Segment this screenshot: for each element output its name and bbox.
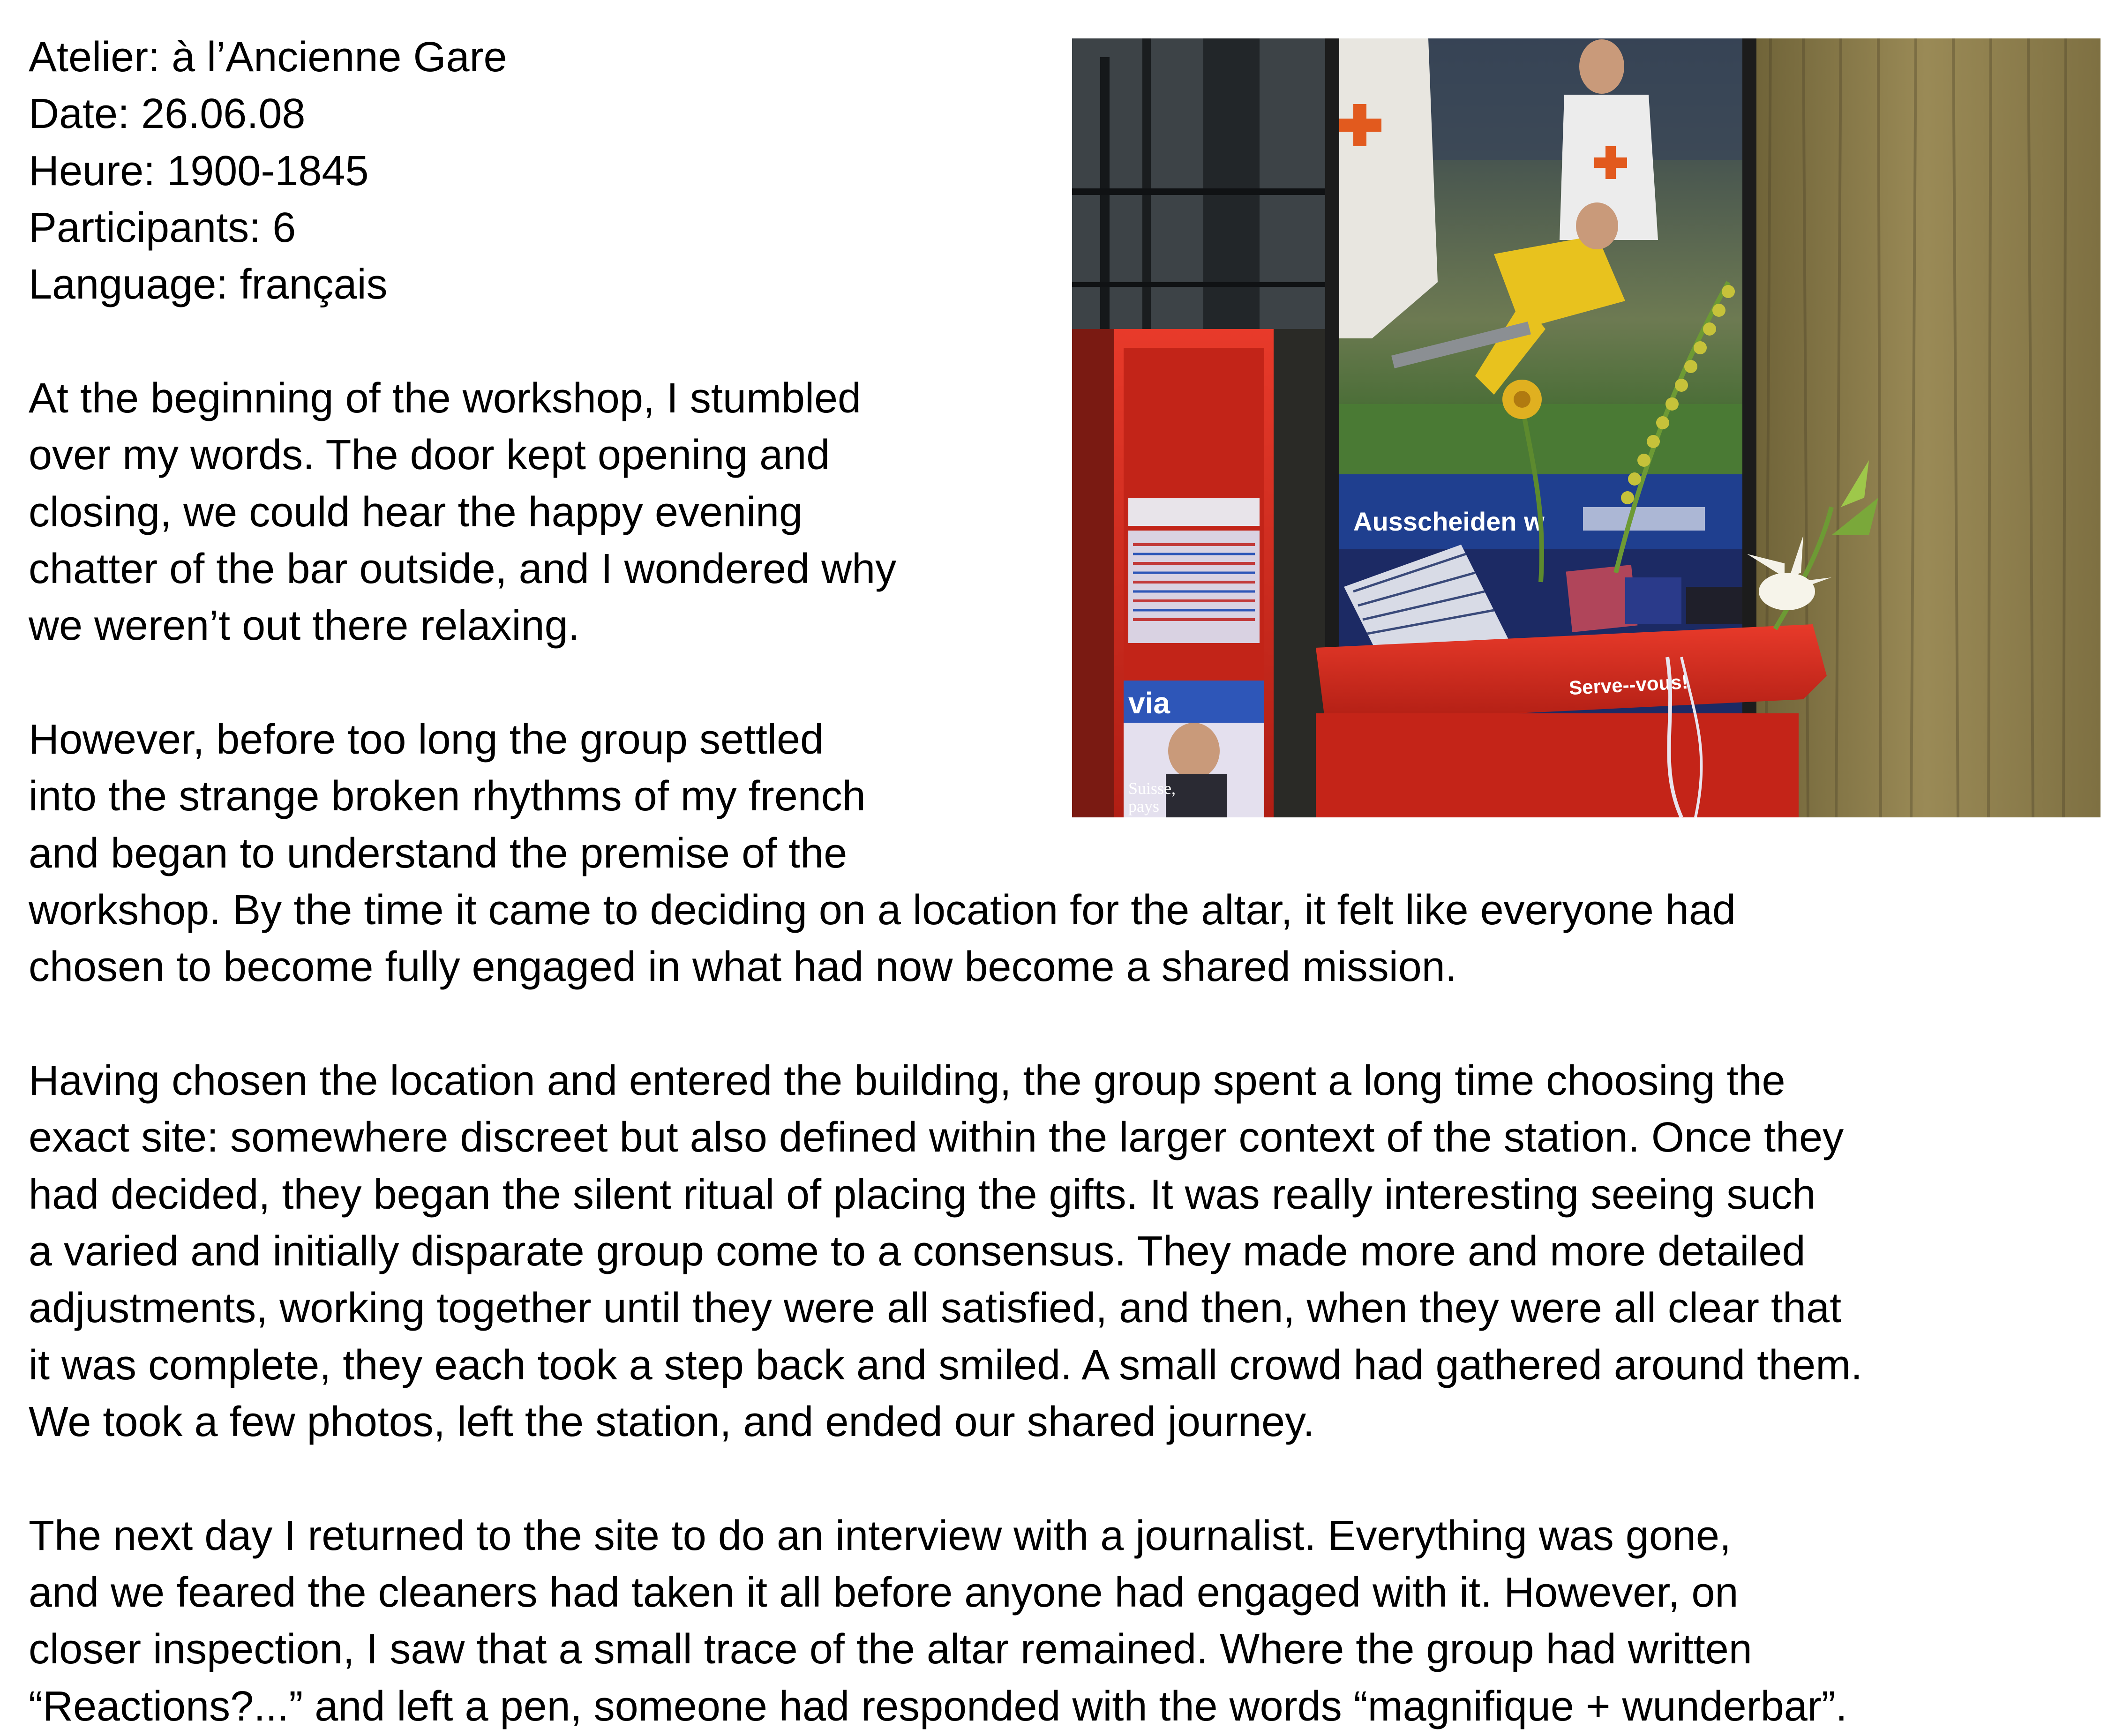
header-language: Language: français: [29, 261, 388, 308]
tray-label: Serve--vous!: [1568, 670, 1689, 699]
header-atelier: Atelier: à l’Ancienne Gare: [29, 34, 507, 81]
paragraph-2-line: However, before too long the group settled: [29, 716, 824, 763]
header-heure: Heure: 1900-1845: [29, 148, 369, 195]
altar-photo: [1072, 38, 2100, 817]
paragraph-3-line: adjustments, working together until they were all satisfied, and then, when they were all clear that: [29, 1285, 1842, 1332]
paragraph-2-line: and began to understand the premise of the: [29, 830, 848, 877]
magazine-masthead: via: [1128, 686, 1170, 720]
paragraph-1-line: chatter of the bar outside, and I wondered why: [29, 546, 897, 592]
gift-card: [1686, 587, 1742, 624]
gift-card: [1625, 577, 1681, 624]
paragraph-2-line: workshop. By the time it came to deciding on a location for the altar, it felt like everyone had: [29, 887, 1736, 934]
paragraph-3-line: a varied and initially disparate group come to a consensus. They made more and more detailed: [29, 1228, 1806, 1275]
paragraph-1-line: over my words. The door kept opening and: [29, 432, 830, 479]
paragraph-3-line: Having chosen the location and entered the building, the group spent a long time choosing the: [29, 1057, 1785, 1104]
paragraph-3-line: it was complete, they each took a step back and smiled. A small crowd had gathered around them.: [29, 1342, 1863, 1389]
paragraph-4-line: The next day I returned to the site to do an interview with a journalist. Everything was gone,: [29, 1512, 1731, 1559]
paragraph-3-line: exact site: somewhere discreet but also defined within the larger context of the station. Once they: [29, 1114, 1844, 1161]
magazine-text-suisse: Suisse,: [1128, 779, 1176, 798]
paragraph-1-line: we weren’t out there relaxing.: [29, 602, 580, 649]
paragraph-2-line: into the strange broken rhythms of my french: [29, 773, 866, 820]
poster-caption: Ausscheiden w: [1353, 507, 1545, 536]
paragraph-2-line: chosen to become fully engaged in what had now become a shared mission.: [29, 943, 1457, 990]
paragraph-4-line: and we feared the cleaners had taken it all before anyone had engaged with it. However, on: [29, 1569, 1739, 1616]
paragraph-3-line: We took a few photos, left the station, and ended our shared journey.: [29, 1399, 1315, 1445]
header-date: Date: 26.06.08: [29, 90, 306, 137]
header-participants: Participants: 6: [29, 204, 296, 251]
magazine-text-pays: pays: [1128, 797, 1159, 816]
paragraph-1-line: At the beginning of the workshop, I stumbled: [29, 375, 862, 422]
paragraph-4-line: “Reactions?...” and left a pen, someone had responded with the words “magnifique + wunderbar”.: [29, 1683, 1847, 1730]
paragraph-4-line: closer inspection, I saw that a small trace of the altar remained. Where the group had written: [29, 1626, 1752, 1673]
paragraph-1-line: closing, we could hear the happy evening: [29, 489, 803, 536]
paragraph-3-line: had decided, they began the silent ritual of placing the gifts. It was really interesting seeing such: [29, 1171, 1816, 1218]
